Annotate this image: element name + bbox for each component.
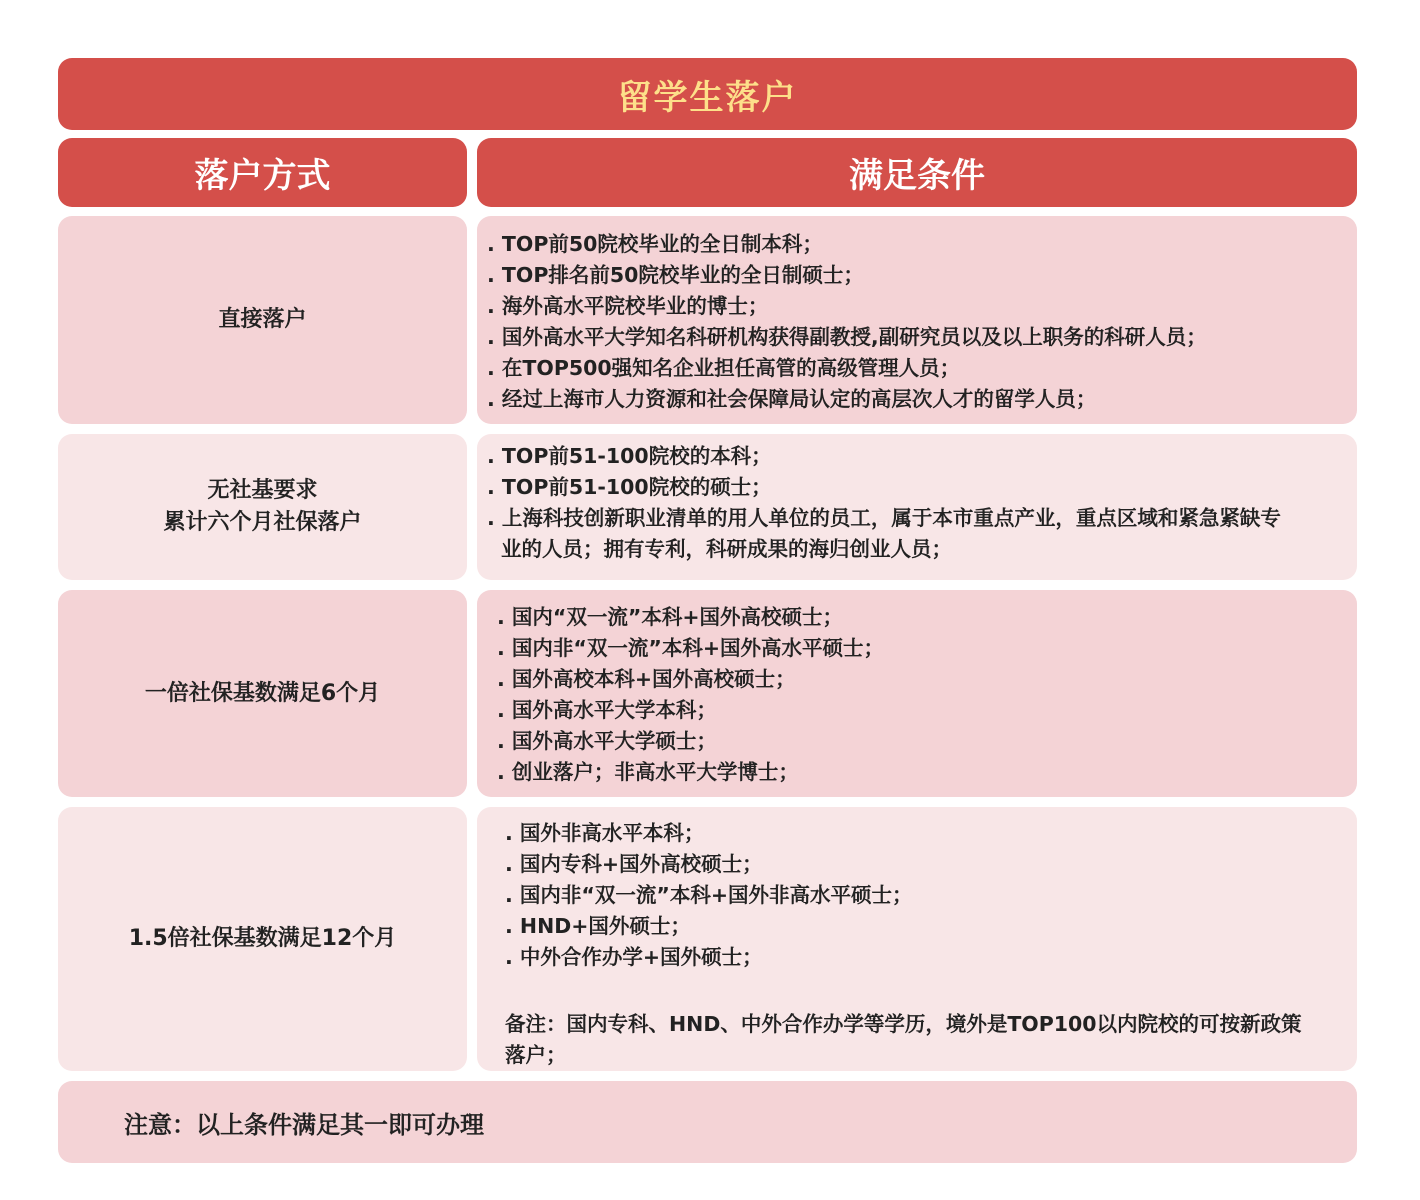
row-2-method-line-2: 累计六个月社保落户 [163,510,362,535]
row-4-note: 备注：国内专科、HND、中外合作办学等学历，境外是TOP100以内院校的可按新政策落户； [505,1012,1302,1067]
condition-item: . HND+国外硕士； [505,914,691,938]
row-3-method-cell [58,590,467,797]
row-1-conditions-list [487,229,1357,415]
row-3-method: 一倍社保基数满足6个月 [144,680,381,706]
column-header-conditions: 满足条件 [477,138,1357,207]
row-4-method-cell [58,807,467,1071]
row-1-method-cell [58,216,467,424]
row-2-method-cell [58,434,467,580]
condition-item: . 中外合作办学+国外硕士； [505,945,763,969]
condition-item: . 国外高水平大学知名科研机构获得副教授,副研究员以及以上职务的科研人员； [487,325,1207,349]
row-1-method: 直接落户 [218,307,307,332]
footer-note: 注意：以上条件满足其一即可办理 [58,1081,1357,1163]
table-title: 留学生落户 [617,77,798,118]
row-2-conditions-cell [477,434,1357,580]
condition-item: . 国内非“双一流”本科+国外非高水平硕士； [505,883,913,907]
condition-item: . 在TOP500强知名企业担任高管的高级管理人员； [487,356,961,380]
condition-item: . TOP排名前50院校毕业的全日制硕士； [487,263,864,287]
condition-item: . 国外非高水平本科； [505,821,705,845]
condition-item: . 国内“双一流”本科+国外高校硕士； [497,605,844,629]
row-1-conditions-cell [477,216,1357,424]
row-4-conditions-list [505,818,1357,973]
condition-item: . 经过上海市人力资源和社会保障局认定的高层次人才的留学人员； [487,387,1097,411]
row-4-method: 1.5倍社保基数满足12个月 [128,926,397,951]
condition-item: . 创业落户；非高水平大学博士； [497,760,799,784]
row-3-conditions-list [497,602,1357,788]
row-3-conditions-cell [477,590,1357,797]
condition-item: . TOP前50院校毕业的全日制本科； [487,232,823,256]
condition-item: . 国外高水平大学本科； [497,698,717,722]
row-2-conditions-list [487,441,1357,565]
row-2-method-line-1: 无社基要求 [207,478,318,503]
condition-item: . 国外高校本科+国外高校硕士； [497,667,796,691]
condition-item: . 国外高水平大学硕士； [497,729,717,753]
condition-item: . 国内非“双一流”本科+国外高水平硕士； [497,636,885,660]
condition-item: . 海外高水平院校毕业的博士； [487,294,769,318]
condition-item: . TOP前51-100院校的本科； [487,444,772,468]
condition-item: . 国内专科+国外高校硕士； [505,852,763,876]
condition-item: . 上海科技创新职业清单的用人单位的员工，属于本市重点产业，重点区域和紧急紧缺专业的人员；拥有专利，科研成果的海归创业人员； [487,506,1281,561]
table-title-bar [58,58,1357,130]
row-4-conditions-cell [477,807,1357,1071]
condition-item: . TOP前51-100院校的硕士； [487,475,772,499]
column-header-method: 落户方式 [58,138,467,207]
